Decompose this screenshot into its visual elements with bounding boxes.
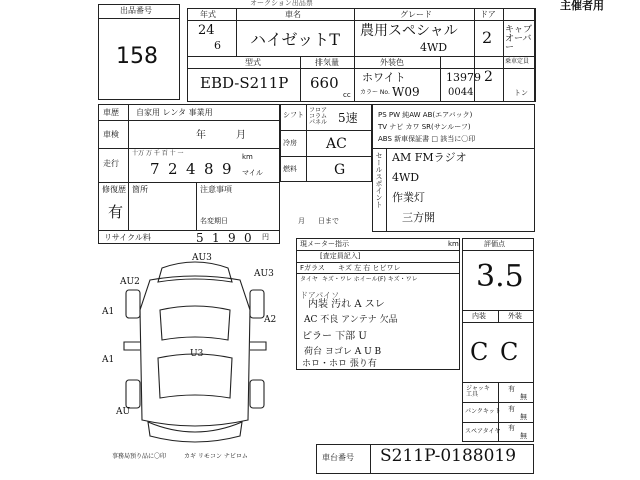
puncture-have: 有 [508, 405, 515, 413]
recycle-digit: 1 [212, 231, 220, 245]
meter-km: km [448, 240, 459, 248]
tire-label: タイヤ [300, 276, 318, 283]
ton-unit: トン [514, 89, 528, 97]
sales-point: 4WD [392, 171, 420, 184]
key-items: カギ リモコン ナビロム [184, 453, 248, 460]
vehicle-color: ホワイト [362, 71, 406, 84]
register-day: 日まで [318, 217, 339, 225]
sales-point: 三方開 [402, 211, 435, 224]
check-label: [査定員記入] [320, 252, 361, 260]
fuel-value: G [334, 162, 346, 178]
jack-have: 有 [508, 385, 515, 393]
inspection-comment: AC 不良 アンテナ 欠品 [304, 315, 398, 325]
inspection-comment: 荷台 ヨゴレ A U B [304, 347, 382, 357]
glass-options: キズ 左 右 ヒビワレ [338, 264, 401, 272]
vehicle-model: EBD-S211P [200, 74, 289, 92]
damage-label: AU [116, 407, 131, 417]
sales-point: AM FMラジオ [392, 151, 467, 164]
vehicle-displacement: 660 [310, 74, 339, 92]
vehicle-doors: 2 [482, 28, 493, 47]
shift-options: フロア コラム パネル [309, 107, 328, 126]
inspection-comment: ドアパイソ [300, 291, 340, 300]
ac-label: 冷房 [283, 139, 297, 147]
damage-label: AU2 [120, 277, 140, 287]
inspection-label: 車検 [103, 130, 119, 139]
damage-label: U3 [190, 349, 204, 359]
sales-point: 作業灯 [392, 191, 425, 204]
vehicle-capacity: 2 [484, 69, 493, 85]
vehicle-grade-line2: 4WD [420, 41, 448, 54]
spare-none: 無 [520, 432, 527, 440]
jack-none: 無 [520, 393, 527, 401]
inspection-comment: ピラー 下部 U [302, 331, 367, 342]
color-code-label: カラー No. [360, 89, 390, 96]
chassis-label: 車台番号 [322, 453, 354, 462]
vehicle-color-code: W09 [392, 85, 420, 99]
inspection-comment: ホロ・ホロ 張り有 [302, 359, 377, 369]
year-label: 年式 [200, 10, 216, 19]
shift-value: 5速 [338, 111, 358, 125]
cc-unit: cc [343, 91, 351, 99]
header-right-title: 主催者用 [560, 0, 604, 12]
mileage-digit: 7 [150, 160, 160, 178]
chassis-number: S211P-0188019 [380, 446, 517, 466]
history-options: 自家用 レンタ 事業用 [136, 108, 213, 117]
puncture-label: パンクキット [465, 408, 501, 415]
interior-value: C [470, 338, 489, 366]
km-unit: km [242, 153, 253, 161]
doors-label: ドア [480, 10, 496, 19]
mileage-digit: 8 [204, 160, 214, 178]
register-label: 名変期日 [200, 217, 228, 225]
recycle-digit: 9 [228, 231, 236, 245]
glass-label: Fガラス [300, 264, 325, 272]
spare-have: 有 [508, 424, 515, 432]
yen-unit: 円 [262, 233, 269, 241]
recycle-digit: 5 [196, 231, 204, 245]
color-label: 外装色 [380, 58, 404, 67]
damage-label: A1 [102, 307, 115, 317]
options-line2: TV ナビ カワ SR(サンルーフ) [378, 123, 471, 131]
vehicle-month: 6 [214, 39, 221, 52]
inspection-year-label: 年 [196, 130, 206, 141]
puncture-none: 無 [520, 413, 527, 421]
fuel-label: 燃料 [283, 165, 297, 173]
capacity-label: 乗車定員 [505, 58, 530, 65]
mileage-digit: 9 [222, 160, 232, 178]
meter-label: 現メーター指示 [300, 240, 349, 248]
sales-points-label: セールスポイント [375, 152, 383, 208]
damage-label: AU3 [254, 269, 274, 279]
car-name-label: 車名 [285, 10, 301, 19]
score-label: 評価点 [484, 240, 505, 248]
mileage-digit: 2 [168, 160, 178, 178]
grade-label: グレード [400, 10, 432, 19]
inspection-month-label: 月 [236, 130, 246, 141]
options-line3: ABS 新車保証書 □ 該当に〇印 [378, 135, 476, 143]
model-label: 型式 [245, 58, 261, 67]
tire-options: キズ・ワレ ホイール(F) キズ・ワレ [322, 276, 418, 283]
jack-label: ジャッキ 工具 [466, 385, 490, 398]
exterior-label: 外装 [508, 312, 522, 320]
vehicle-grade-line1: 農用スペシャル [360, 23, 458, 39]
shift-label: シフト [283, 111, 304, 119]
repair-label: 修復歴 [102, 185, 126, 194]
car-damage-diagram [100, 250, 290, 450]
damage-label: A2 [264, 315, 277, 325]
lot-number-label: 出品番号 [120, 6, 152, 15]
mile-unit: マイル [242, 169, 263, 177]
lot-number: 158 [116, 44, 158, 69]
inspection-comment: 内装 汚れ A スレ [308, 299, 385, 310]
vehicle-year: 24 [198, 23, 215, 38]
keys-label: 事務局預り品に〇印 [112, 453, 167, 460]
vehicle-name: ハイゼットT [250, 30, 340, 49]
mileage-label: 走行 [103, 159, 119, 168]
recycle-label: リサイクル料 [104, 233, 151, 242]
header-title-fragment: オークション出品票 [250, 0, 313, 7]
mileage-digits [132, 158, 238, 180]
damage-label: A1 [102, 355, 115, 365]
mileage-digit: 4 [186, 160, 196, 178]
mileage-units: 十万 万 千 百 十 一 [132, 150, 184, 157]
repair-area-label: 箇所 [132, 185, 148, 194]
interior-label: 内装 [472, 312, 486, 320]
recycle-digit: 0 [244, 231, 252, 245]
vehicle-body-note: キャブ オーバー [505, 25, 533, 53]
spare-label: スペアタイヤ [465, 428, 501, 435]
notes-label: 注意事項 [200, 185, 232, 194]
vehicle-plate-no: 13979 [446, 71, 481, 84]
history-label: 車歴 [103, 108, 119, 117]
options-line1: PS PW 純AW AB(エアバック) [378, 111, 473, 119]
vehicle-sub-code: 0044 [448, 87, 474, 98]
displacement-label: 排気量 [315, 58, 339, 67]
exterior-value: C [500, 338, 519, 366]
score-value: 3.5 [476, 259, 524, 294]
damage-label: AU3 [192, 253, 212, 263]
repair-value: 有 [108, 203, 124, 221]
register-month: 月 [298, 217, 305, 225]
ac-value: AC [326, 136, 347, 152]
